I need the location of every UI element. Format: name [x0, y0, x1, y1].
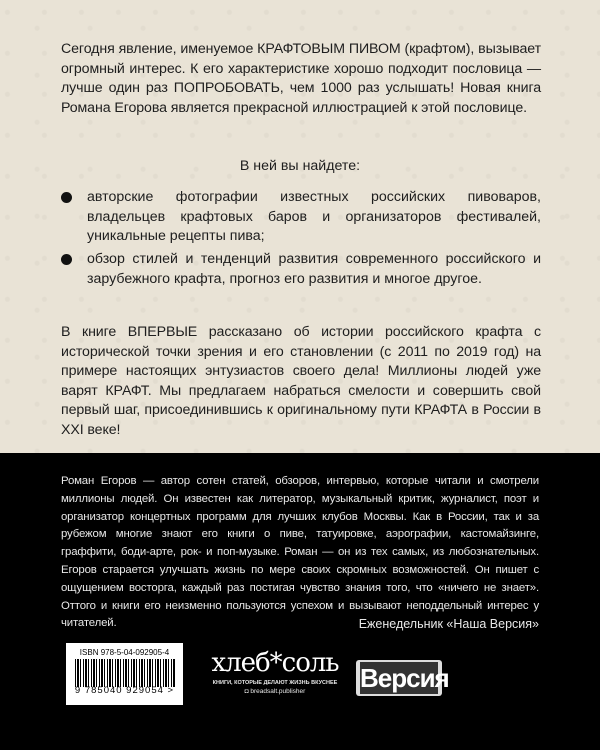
barcode-icon [75, 659, 175, 687]
publisher-logo [200, 648, 350, 695]
quote-source: Еженедельник «Наша Версия» [358, 617, 539, 631]
instagram-icon: ◘ [244, 688, 251, 695]
bullet-item [61, 188, 541, 247]
body-paragraph: В книге ВПЕРВЫЕ рассказано об истории российского крафта с исторической точки зрения и его становлении (с 2011 по 2019 год) на примере настоящих энтузиастов своего дела! Миллионы людей уже варят КРАФТ. Мы предлагаем набраться смелости и совершить свой первый шаг, присоединившись к оригинальному пути КРАФТА в России в XXI веке! [61, 324, 541, 438]
bullet-text: обзор стилей и тенденций развития современного российского и зарубежного крафта, прогноз его развития и многое другое. [87, 251, 541, 287]
author-bio: Роман Егоров — автор сотен статей, обзоров, интервью, которые читали и смотрели миллионы людей. Он известен как литератор, музыкальный критик, журналист, поэт и организатор концертных программ для лучших клубов Москвы. Как в России, так и за рубежом многие знают его книги о пиве, татуировке, аэрографии, кастомайзинге, граффити, боди-арте, рок- и поп-музыке. Роман — он из тех самых, из любознательных. Егоров старается улучшать жизнь по мере своих скромных возможностей. Он пишет с ощущением восторга, каждый раз постигая чувство знания того, что «ничего не знает». Оттого и книги его неизменно пользуются успехом и вызывают неподдельный интерес у читателей. [61, 475, 539, 630]
publisher-slogan: КНИГИ, КОТОРЫЕ ДЕЛАЮТ ЖИЗНЬ ВКУСНЕЕ [212, 680, 338, 686]
versia-logo-text: Версия [360, 663, 449, 693]
bullet-icon [61, 192, 72, 203]
find-heading: В ней вы найдете: [239, 158, 361, 174]
publisher-name: хлеб*соль [211, 648, 339, 678]
cover-lower-section [0, 453, 600, 750]
bullet-icon [61, 254, 72, 265]
bullet-text: авторские фотографии известных российских пивоваров, владельцев крафтовых баров и организаторов фестивалей, уникальные рецепты пива; [87, 189, 541, 245]
isbn-label: ISBN 978-5-04-092905-4 [79, 648, 170, 657]
bullet-item [61, 250, 541, 289]
barcode-digits: 9 785040 929054 > [74, 685, 175, 696]
instagram-handle: breadsalt.publisher [250, 688, 306, 695]
isbn-barcode [66, 643, 183, 705]
versia-logo [356, 660, 449, 696]
intro-paragraph: Сегодня явление, именуемое КРАФТОВЫМ ПИВОМ (крафтом), вызывает огромный интерес. К его характеристике хорошо подходит пословица — лучше один раз ПОПРОБОВАТЬ, чем 1000 раз услышать! Новая книга Романа Егорова является прекрасной иллюстрацией к этой пословице. [61, 41, 541, 116]
